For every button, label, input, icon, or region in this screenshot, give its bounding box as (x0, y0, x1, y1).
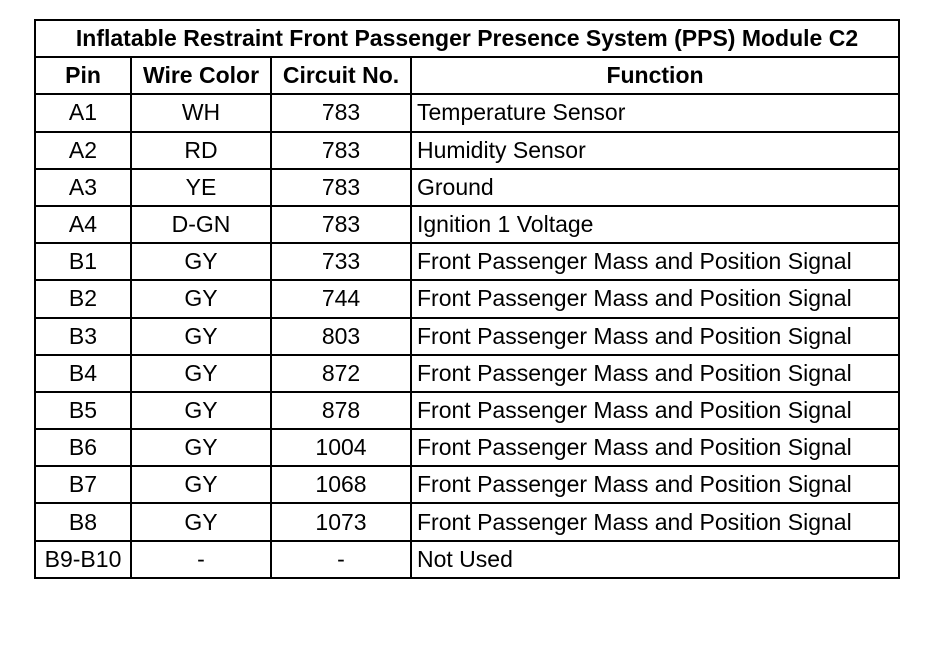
cell-wire-color: GY (131, 318, 271, 355)
table-row (35, 392, 899, 429)
cell-circuit-no: 783 (271, 206, 411, 243)
cell-wire-color: GY (131, 466, 271, 503)
pinout-table-container (34, 19, 898, 579)
table-header-row (35, 57, 899, 94)
cell-function: Front Passenger Mass and Position Signal (411, 466, 899, 503)
cell-function: Front Passenger Mass and Position Signal (411, 503, 899, 540)
cell-pin: B7 (35, 466, 131, 503)
cell-wire-color: D-GN (131, 206, 271, 243)
table-row (35, 355, 899, 392)
cell-function: Front Passenger Mass and Position Signal (411, 392, 899, 429)
cell-function: Not Used (411, 541, 899, 578)
cell-circuit-no: 783 (271, 132, 411, 169)
table-row (35, 132, 899, 169)
header-circuit-no: Circuit No. (271, 57, 411, 94)
cell-wire-color: GY (131, 429, 271, 466)
cell-pin: A2 (35, 132, 131, 169)
cell-pin: B3 (35, 318, 131, 355)
header-function: Function (411, 57, 899, 94)
cell-pin: B9-B10 (35, 541, 131, 578)
cell-wire-color: GY (131, 243, 271, 280)
cell-pin: A3 (35, 169, 131, 206)
table-title-row (35, 20, 899, 57)
cell-circuit-no: 783 (271, 94, 411, 131)
table-row (35, 94, 899, 131)
cell-wire-color: YE (131, 169, 271, 206)
header-pin: Pin (35, 57, 131, 94)
cell-pin: B5 (35, 392, 131, 429)
cell-circuit-no: 744 (271, 280, 411, 317)
cell-function: Ground (411, 169, 899, 206)
cell-function: Front Passenger Mass and Position Signal (411, 355, 899, 392)
cell-pin: B8 (35, 503, 131, 540)
cell-pin: B2 (35, 280, 131, 317)
cell-pin: B1 (35, 243, 131, 280)
table-row (35, 280, 899, 317)
cell-circuit-no: - (271, 541, 411, 578)
table-row (35, 503, 899, 540)
cell-pin: A4 (35, 206, 131, 243)
cell-pin: A1 (35, 94, 131, 131)
cell-wire-color: GY (131, 503, 271, 540)
cell-wire-color: - (131, 541, 271, 578)
cell-function: Front Passenger Mass and Position Signal (411, 280, 899, 317)
cell-function: Front Passenger Mass and Position Signal (411, 243, 899, 280)
cell-circuit-no: 1004 (271, 429, 411, 466)
cell-function: Humidity Sensor (411, 132, 899, 169)
table-row (35, 541, 899, 578)
table-body (35, 94, 899, 577)
cell-circuit-no: 1068 (271, 466, 411, 503)
cell-pin: B6 (35, 429, 131, 466)
cell-wire-color: GY (131, 392, 271, 429)
header-wire-color: Wire Color (131, 57, 271, 94)
cell-circuit-no: 783 (271, 169, 411, 206)
cell-wire-color: RD (131, 132, 271, 169)
cell-pin: B4 (35, 355, 131, 392)
table-row (35, 206, 899, 243)
cell-function: Front Passenger Mass and Position Signal (411, 318, 899, 355)
cell-circuit-no: 878 (271, 392, 411, 429)
cell-circuit-no: 1073 (271, 503, 411, 540)
cell-function: Front Passenger Mass and Position Signal (411, 429, 899, 466)
table-row (35, 429, 899, 466)
table-row (35, 318, 899, 355)
cell-function: Ignition 1 Voltage (411, 206, 899, 243)
cell-wire-color: GY (131, 355, 271, 392)
cell-wire-color: GY (131, 280, 271, 317)
table-row (35, 169, 899, 206)
cell-circuit-no: 872 (271, 355, 411, 392)
pinout-table (34, 19, 900, 579)
table-row (35, 466, 899, 503)
cell-circuit-no: 803 (271, 318, 411, 355)
cell-circuit-no: 733 (271, 243, 411, 280)
table-row (35, 243, 899, 280)
cell-function: Temperature Sensor (411, 94, 899, 131)
cell-wire-color: WH (131, 94, 271, 131)
table-title: Inflatable Restraint Front Passenger Presence System (PPS) Module C2 (35, 20, 899, 57)
